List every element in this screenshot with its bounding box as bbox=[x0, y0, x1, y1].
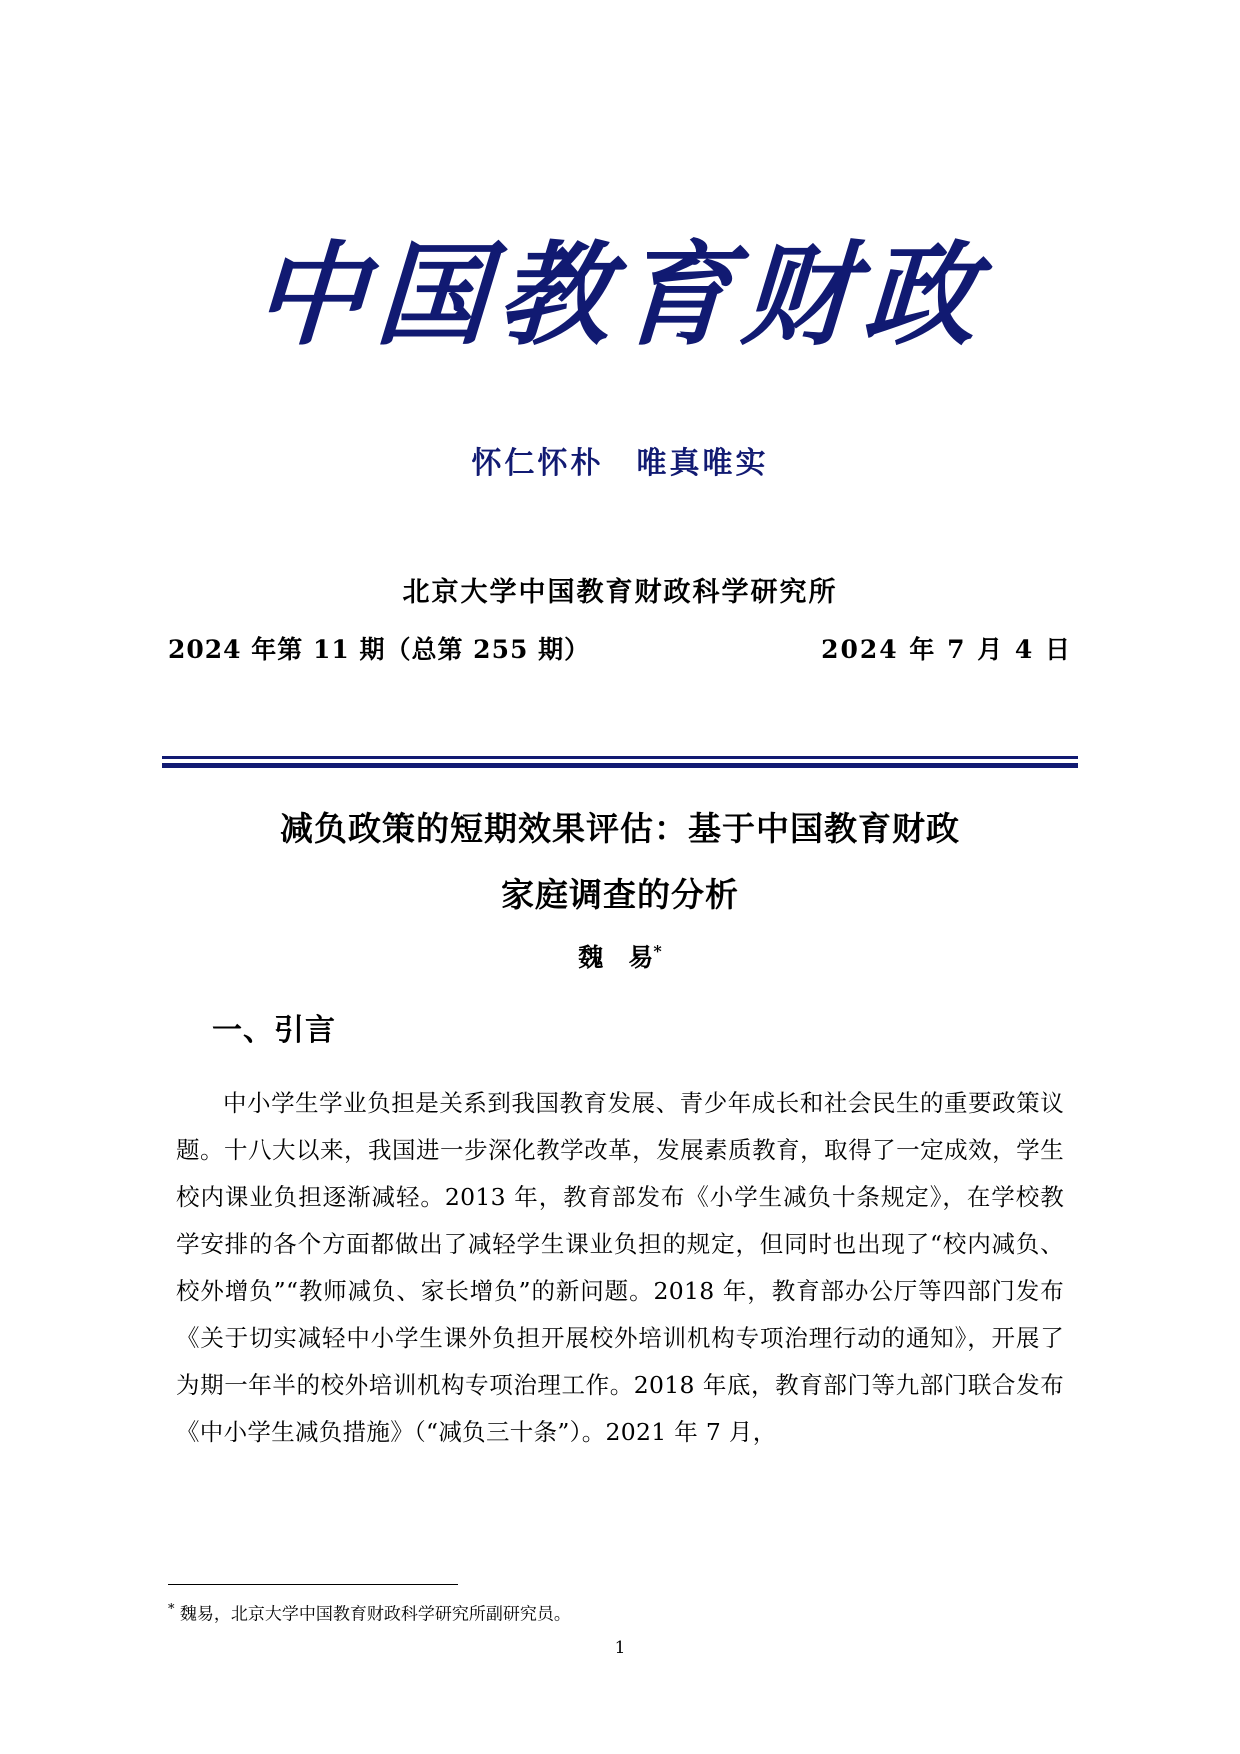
page-number: 1 bbox=[614, 1638, 626, 1658]
footnote bbox=[168, 1596, 1040, 1629]
institute-name: 北京大学中国教育财政科学研究所 bbox=[402, 577, 838, 608]
article-author bbox=[0, 938, 1240, 974]
divider-line-top bbox=[162, 756, 1078, 759]
article-title-line-1: 减负政策的短期效果评估：基于中国教育财政 bbox=[280, 809, 960, 848]
footnote-text: 魏易，北京大学中国教育财政科学研究所副研究员。 bbox=[179, 1604, 571, 1625]
author-name: 魏 易 bbox=[578, 943, 654, 972]
section-heading-introduction: 一、引言 bbox=[212, 1013, 336, 1048]
article-title-line-2: 家庭调查的分析 bbox=[501, 875, 739, 914]
body-paragraph: 中小学生学业负担是关系到我国教育发展、青少年成长和社会民生的重要政策议题。十八大以来，我国进一步深化教学改革，发展素质教育，取得了一定成效，学生校内课业负担逐渐减轻。2013 年，教育部发布《小学生减负十条规定》，在学校教学安排的各个方面都做出了减轻学生课业负担的规定，但同时也出现了“校内减负、校外增负”“教师减负、家长增负”的新问题。2018 年，教育部办公厅等四部门发布《关于切实减轻中小学生课外负担开展校外培训机构专项治理行动的通知》，开展了为期一年半的校外培训机构专项治理工作。2018 年底，教育部门等九部门联合发布《中小学生减负措施》（“减负三十条”）。2021 年 7 月， bbox=[176, 1089, 1064, 1446]
issue-date: 2024 年 7 月 4 日 bbox=[821, 635, 1072, 664]
footnote-separator bbox=[168, 1584, 458, 1585]
issue-date-row bbox=[168, 630, 1072, 666]
footnote-marker: * bbox=[168, 1602, 175, 1617]
masthead bbox=[0, 230, 1240, 361]
publication-title: 中国教育财政 bbox=[250, 230, 990, 361]
divider-line-bottom bbox=[162, 763, 1078, 768]
article-body bbox=[176, 1080, 1064, 1456]
issue-number: 2024 年第 11 期（总第 255 期） bbox=[168, 635, 591, 664]
author-footnote-marker: * bbox=[653, 941, 662, 961]
header-divider bbox=[162, 756, 1078, 768]
article-title bbox=[150, 796, 1090, 928]
publication-motto: 怀仁怀朴 唯真唯实 bbox=[471, 446, 769, 481]
